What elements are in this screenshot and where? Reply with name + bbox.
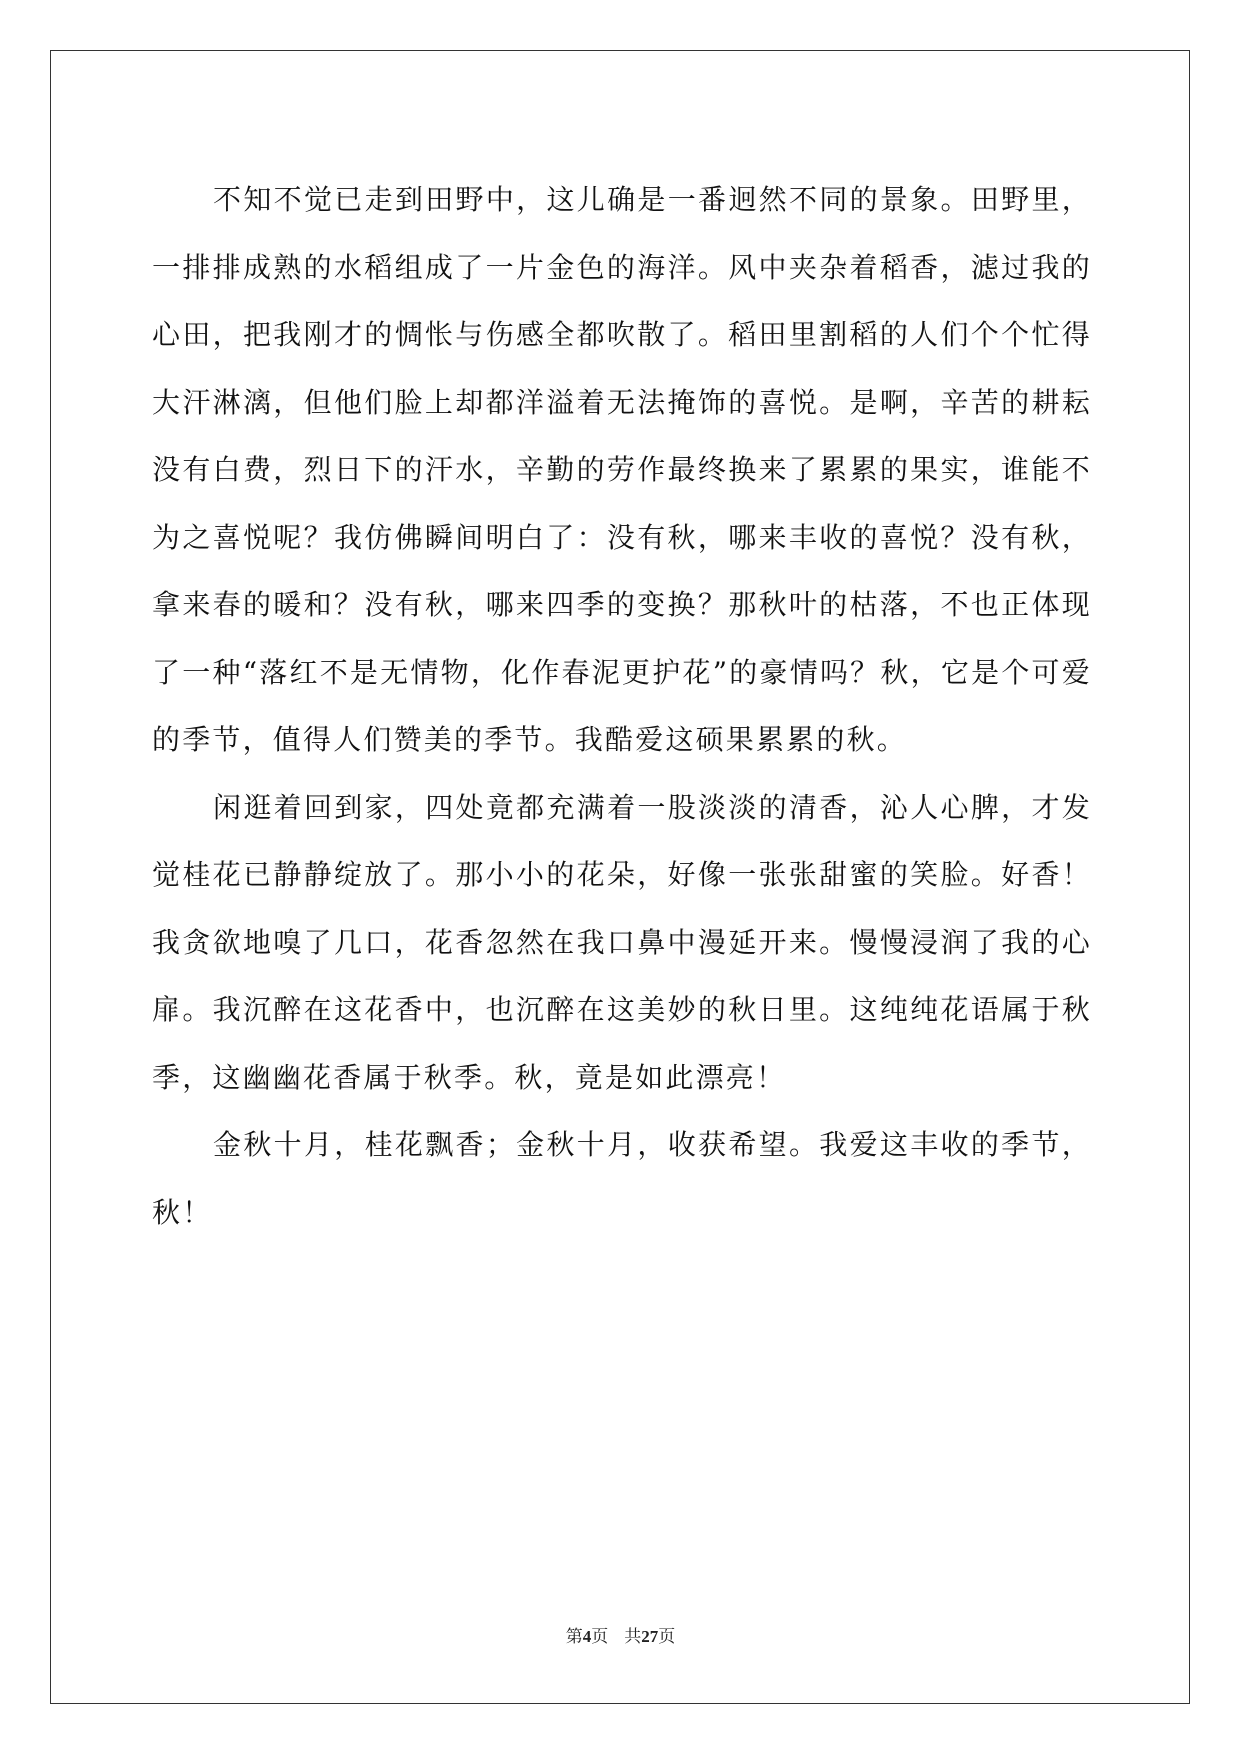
page-footer bbox=[0, 1622, 1241, 1647]
footer-prefix: 第 bbox=[565, 1627, 583, 1646]
document-body bbox=[152, 166, 1092, 1246]
footer-page-suffix: 页 bbox=[591, 1627, 609, 1646]
paragraph-2: 闲逛着回到家，四处竟都充满着一股淡淡的清香，沁人心脾，才发觉桂花已静静绽放了。那小小的花朵，好像一张张甜蜜的笑脸。好香！我贪欲地嗅了几口，花香忽然在我口鼻中漫延开来。慢慢浸润了我的心扉。我沉醉在这花香中，也沉醉在这美妙的秋日里。这纯纯花语属于秋季，这幽幽花香属于秋季。秋，竟是如此漂亮！ bbox=[152, 790, 1092, 1094]
total-pages: 27 bbox=[641, 1627, 659, 1646]
footer-total-suffix: 页 bbox=[658, 1627, 676, 1646]
footer-total-prefix: 共 bbox=[624, 1627, 642, 1646]
paragraph-3: 金秋十月，桂花飘香；金秋十月，收获希望。我爱这丰收的季节，秋！ bbox=[152, 1128, 1092, 1229]
paragraph-1: 不知不觉已走到田野中，这儿确是一番迥然不同的景象。田野里，一排排成熟的水稻组成了一片金色的海洋。风中夹杂着稻香，滤过我的心田，把我刚才的惆怅与伤感全都吹散了。稻田里割稻的人们个个忙得大汗淋漓，但他们脸上却都洋溢着无法掩饰的喜悦。是啊，辛苦的耕耘没有白费，烈日下的汗水，辛勤的劳作最终换来了累累的果实，谁能不为之喜悦呢？我仿佛瞬间明白了：没有秋，哪来丰收的喜悦？没有秋，拿来春的暖和？没有秋，哪来四季的变换？那秋叶的枯落，不也正体现了一种“落红不是无情物，化作春泥更护花”的豪情吗？秋，它是个可爱的季节，值得人们赞美的季节。我酷爱这硕果累累的秋。 bbox=[152, 183, 1092, 756]
page-number: 4 bbox=[582, 1627, 592, 1646]
